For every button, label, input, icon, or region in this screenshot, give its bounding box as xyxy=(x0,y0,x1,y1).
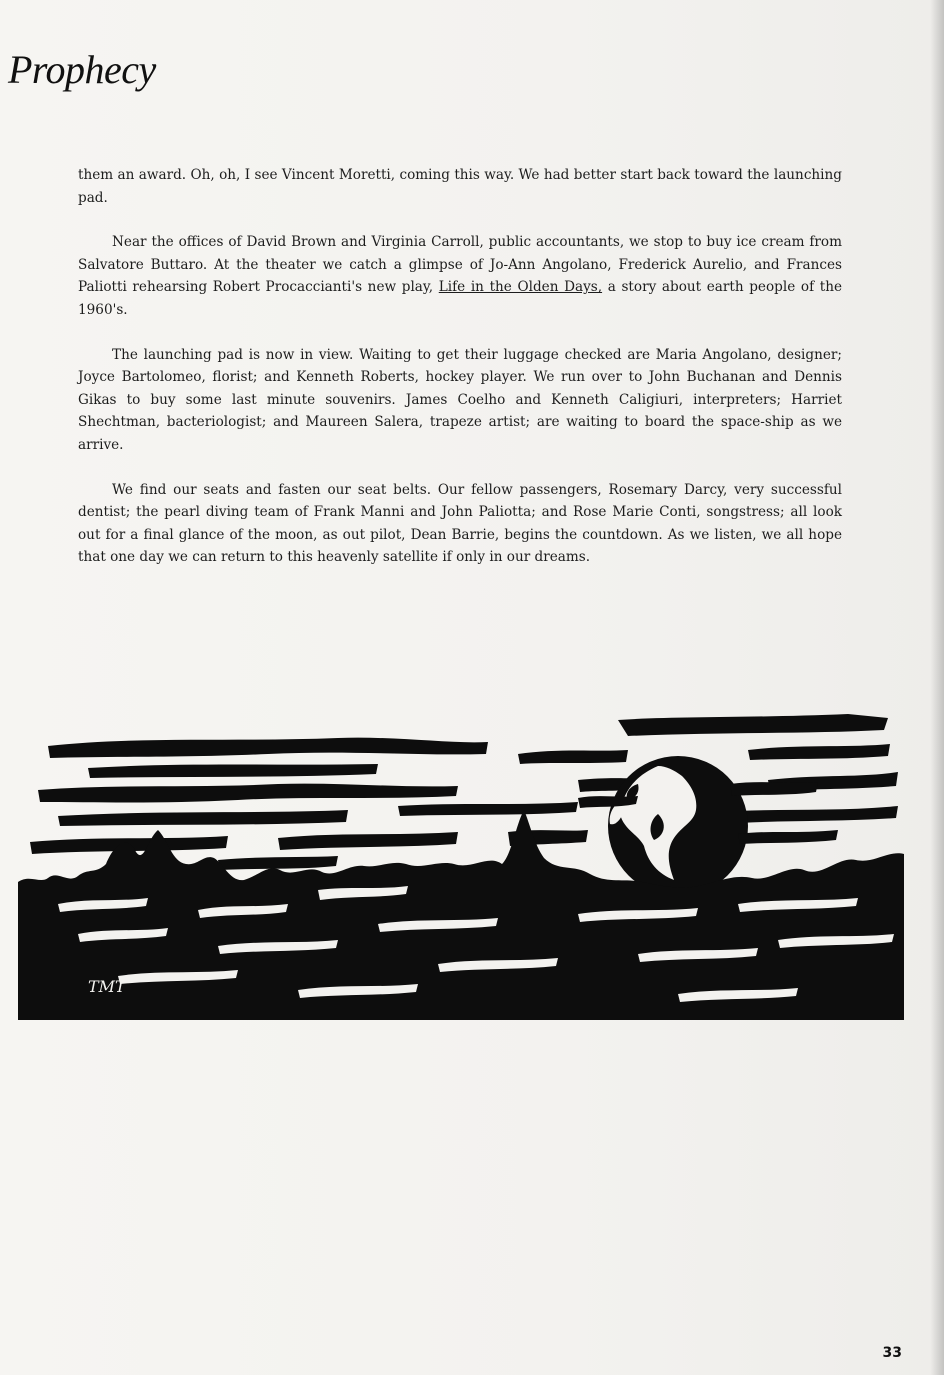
play-title: Life in the Olden Days, xyxy=(438,279,603,296)
moonscape-earth-illustration xyxy=(18,714,904,1020)
section-title: Prophecy xyxy=(8,47,156,92)
paragraph-2 xyxy=(78,231,842,321)
paragraph-3: The launching pad is now in view. Waiting to get their luggage checked are Maria Angolano, designer; Joyce Bartolomeo, florist; and Kenneth Roberts, hockey player. We run over to John Buchanan and Dennis Gikas to buy some last minute souvenirs. James Coelho and Kenneth Caligiuri, interpreters; Harriet Shechtman, bacteriologist; and Maureen Salera, trapeze artist; are waiting to board the space-ship as we arrive. xyxy=(78,346,842,453)
earth-globe-icon xyxy=(608,756,748,896)
page-number: 33 xyxy=(882,1345,902,1361)
paragraph-2-text-before: Near the offices of David Brown and Virginia Carroll, public accountants, we stop to buy ice cream from Salvatore Buttaro. At the theater we catch a glimpse of Jo-Ann Angolano, Frederick Aurelio, and Frances Paliotti rehearsing Robert Procaccianti's new play, xyxy=(78,234,842,296)
paragraph-2-text-after: a story about earth people of the 1960's. xyxy=(78,279,843,318)
paragraph-1: them an award. Oh, oh, I see Vincent Moretti, coming this way. We had better start back toward the launching pad. xyxy=(78,167,842,206)
paragraph-4: We find our seats and fasten our seat belts. Our fellow passengers, Rosemary Darcy, very successful dentist; the pearl diving team of Frank Manni and John Paliotta; and Rose Marie Conti, songstress; all look out for a final glance of the moon, as out pilot, Dean Barrie, begins the countdown. As we listen, we all hope that one day we can return to this heavenly satellite if only in our dreams. xyxy=(78,481,842,566)
article-body xyxy=(78,164,842,591)
artist-signature: TMT xyxy=(88,977,126,996)
page-gutter-shadow xyxy=(930,0,944,1375)
